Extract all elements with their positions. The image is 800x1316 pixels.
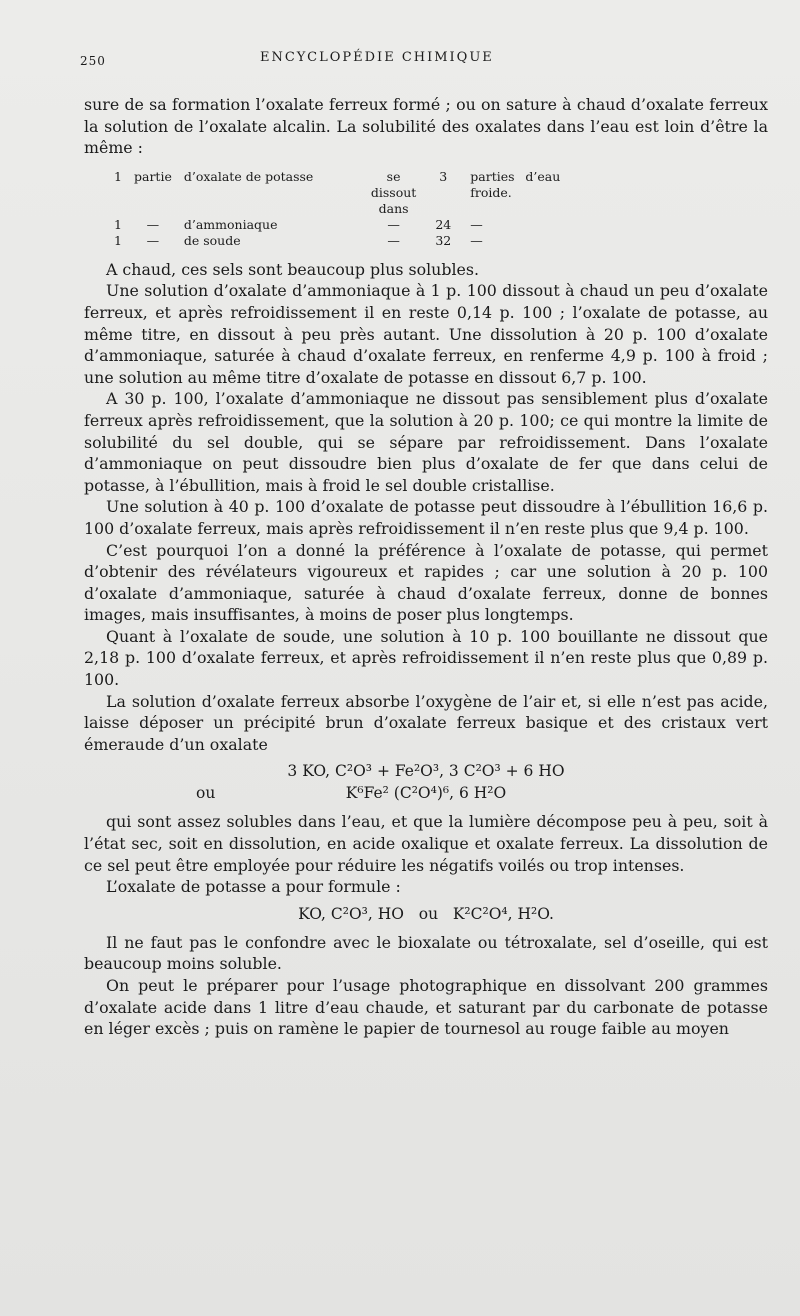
running-title: ENCYCLOPÉDIE CHIMIQUE [260, 50, 494, 65]
table-cell: d’oxalate de potasse [183, 168, 314, 184]
paragraph: sure de sa formation l’oxalate ferreux formé ; ou on sature à chaud d’oxalate ferreux la solution de l’oxalate alcalin. La solubilité des oxalates dans l’eau est loin d’être la même : [84, 95, 768, 158]
table-cell: — [146, 232, 160, 248]
table-cell: parties d’eau froide. [470, 168, 561, 200]
formula-conjunction: ou [196, 784, 216, 803]
formula-line [84, 904, 768, 926]
table-cell: — [387, 232, 400, 248]
table-cell: — [387, 216, 400, 232]
paragraph: A chaud, ces sels sont beaucoup plus solubles. [106, 259, 479, 279]
formula: K⁶Fe² (C²O⁴)⁶, 6 H²O [345, 784, 507, 803]
formula-line [84, 783, 768, 805]
table-cell: — [470, 232, 483, 248]
paragraph: Il ne faut pas le confondre avec le bioxalate ou tétroxalate, sel d’oseille, qui est beaucoup moins soluble. [84, 932, 768, 974]
formula-block [84, 761, 768, 805]
table-cell: 1 [114, 232, 122, 248]
table-cell: — [470, 216, 483, 232]
paragraph: A 30 p. 100, l’oxalate d’ammoniaque ne dissout pas sensiblement plus d’oxalate ferreux après refroidissement, que la solution à 20 p. 100; ce qui montre la limite de solubilité du sel double, qui se sépare par refroidissement. Dans l’oxalate d’ammoniaque on peut dissoudre bien plus d’oxalate de fer que dans celui de potasse, à l’ébullition, mais à froid le sel double cristallise. [84, 389, 768, 495]
table-cell: 1 [114, 216, 122, 232]
paragraph: L’oxalate de potasse a pour formule : [106, 877, 401, 897]
formula: KO, C²O³, HO ou K²C²O⁴, H²O. [298, 904, 554, 923]
paragraph: Quant à l’oxalate de soude, une solution à 10 p. 100 bouillante ne dissout que 2,18 p. 100 d’oxalate ferreux, et après refroidissement il n’en reste plus que 0,89 p. 100. [84, 626, 768, 690]
table-cell: 1 [114, 168, 122, 184]
table-cell: — [146, 216, 160, 232]
table-cell: d’ammoniaque [183, 216, 278, 232]
paragraph: qui sont assez solubles dans l’eau, et que la lumière décompose peu à peu, soit à l’état sec, soit en dissolution, en acide oxalique et oxalate ferreux. La dissolution de ce sel peut être employée pour réduire les négatifs voilés ou trop intenses. [84, 812, 768, 875]
table-row [102, 233, 566, 249]
table-cell: 3 [439, 168, 448, 184]
paragraph: C’est pourquoi l’on a donné la préférence à l’oxalate de potasse, qui permet d’obtenir des révélateurs vigoureux et rapides ; car une solution à 20 p. 100 d’oxalate d’ammoniaque, saturée à chaud d’oxalate ferreux, donne de bonnes images, mais insuffisantes, à moins de poser plus longtemps. [84, 540, 768, 625]
formula-block [84, 904, 768, 926]
formula: 3 KO, C²O³ + Fe²O³, 3 C²O³ + 6 HO [287, 762, 565, 781]
body-text [84, 94, 768, 1040]
table-cell: de soude [183, 232, 241, 248]
table-cell: 32 [435, 232, 452, 248]
paragraph: La solution d’oxalate ferreux absorbe l’oxygène de l’air et, si elle n’est pas acide, laisse déposer un précipité brun d’oxalate ferreux basique et des cristaux vert émeraude d’un oxalate [84, 691, 768, 754]
table-cell: se dissout dans [370, 168, 417, 216]
paragraph: Une solution à 40 p. 100 d’oxalate de potasse peut dissoudre à l’ébullition 16,6 p. 100 d’oxalate ferreux, mais après refroidissement il n’en reste plus que 9,4 p. 100. [84, 497, 768, 538]
page-number: 250 [80, 54, 106, 68]
table-cell: partie [134, 168, 172, 184]
table-row [102, 217, 566, 233]
paragraph: Une solution d’oxalate d’ammoniaque à 1 p. 100 dissout à chaud un peu d’oxalate ferreux, et après refroidissement il en reste 0,14 p. 100 ; l’oxalate de potasse, au même titre, en dissout à peu près autant. Une dissolution à 20 p. 100 d’oxalate d’ammoniaque, saturée à chaud d’oxalate ferreux, en renferme 4,9 p. 100 à froid ; une solution au même titre d’oxalate de potasse en dissout 6,7 p. 100. [84, 281, 768, 387]
running-header [80, 50, 770, 76]
solubility-table [102, 169, 566, 249]
formula-line [84, 761, 768, 783]
table-cell: 24 [435, 216, 452, 232]
table-row [102, 169, 566, 217]
paragraph: On peut le préparer pour l’usage photographique en dissolvant 200 grammes d’oxalate acide dans 1 litre d’eau chaude, et saturant par du carbonate de potasse en léger excès ; puis on ramène le papier de tournesol au rouge faible au moyen [84, 976, 768, 1039]
